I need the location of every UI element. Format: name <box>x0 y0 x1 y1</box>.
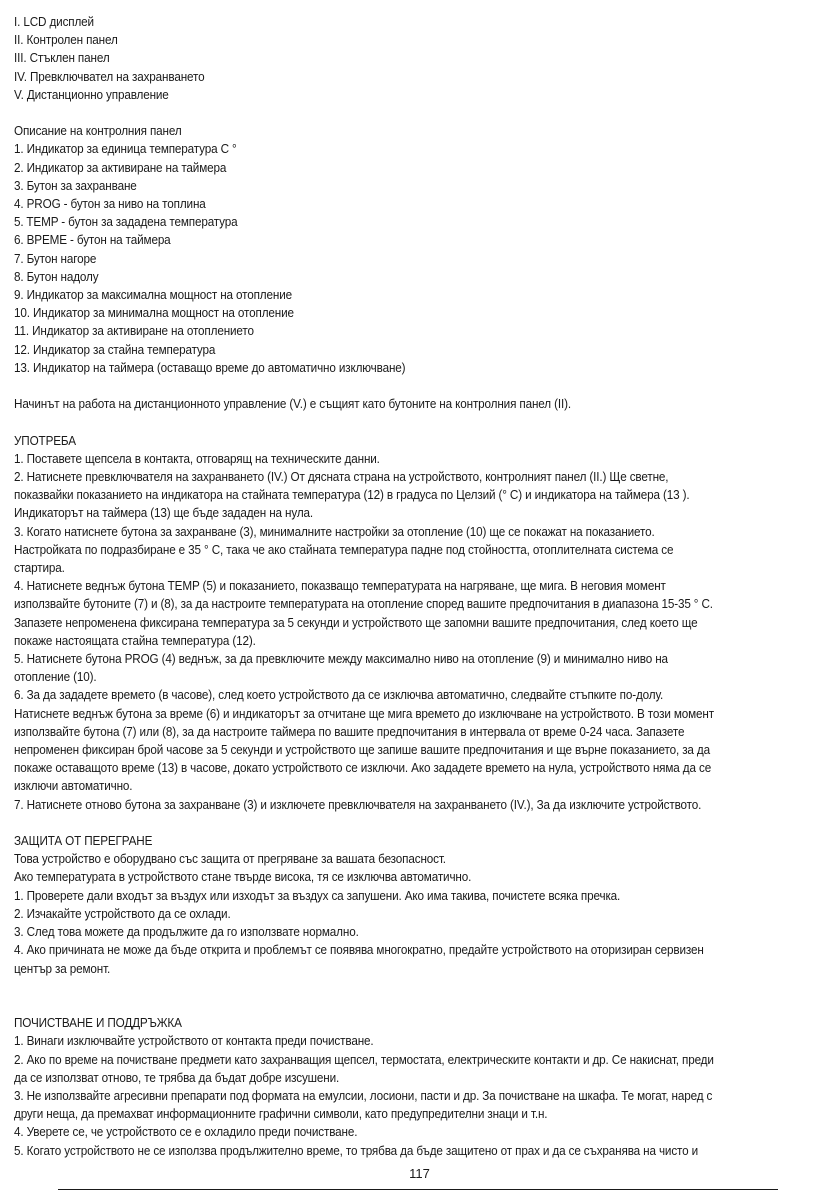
list-item: 13. Индикатор на таймера (оставащо време до автоматично изключване) <box>14 360 406 375</box>
text-line: 2. Ако по време на почистване предмети като захранващия щепсел, термостата, електрическите контакти и др. Се накиснат, преди <box>14 1052 714 1067</box>
cleaning-section <box>14 1014 829 1160</box>
list-item: 3. Бутон за захранване <box>14 178 137 193</box>
list-item: I. LCD дисплей <box>14 15 94 29</box>
text-line: 6. За да зададете времето (в часове), след което устройството да се изключва автоматично, следвайте стъпките по-долу. <box>14 688 664 703</box>
list-item: 10. Индикатор за минимална мощност на отопление <box>14 306 294 321</box>
list-item: 12. Индикатор за стайна температура <box>14 342 216 357</box>
usage-section <box>14 432 829 814</box>
footer-divider <box>58 1189 778 1190</box>
text-line: покаже настоящата стайна температура (12). <box>14 633 256 648</box>
text-line: Настройката по подразбиране е 35 ° C, така че ако стайната температура падне под стойността, отоплителната система се <box>14 542 674 557</box>
section-heading: Описание на контролния панел <box>14 124 182 139</box>
text-line: 4. Уверете се, че устройството се е охладило преди почистване. <box>14 1125 358 1140</box>
text-line: 2. Изчакайте устройството да се охлади. <box>14 906 231 921</box>
text-line: Запазете непроменена фиксирана температура за 5 секунди и устройството ще запомни вашите предпочитания, след което ще <box>14 615 698 630</box>
list-item: 5. TEMP - бутон за зададена температура <box>14 215 238 230</box>
list-item: IV. Превключвател на захранването <box>14 69 205 84</box>
list-item: 7. Бутон нагоре <box>14 251 97 266</box>
text-line: Това устройство е оборудвано със защита от прегряване за вашата безопасност. <box>14 852 446 867</box>
text-line: стартира. <box>14 561 65 576</box>
text-line: 1. Поставете щепсела в контакта, отговарящ на техническите данни. <box>14 451 380 466</box>
text-line: използвайте бутоните (7) и (8), за да настроите температурата на отопление според вашите предпочитания в диапазона 15-35 ° C. <box>14 597 713 612</box>
list-item: 8. Бутон надолу <box>14 269 99 284</box>
text-line: непроменен фиксиран брой часове за 5 секунди и устройството ще запише вашите предпочитания и ще върне показанието, за да <box>14 743 710 758</box>
list-item: 2. Индикатор за активиране на таймера <box>14 160 227 175</box>
list-item: 11. Индикатор за активиране на отоплението <box>14 324 254 339</box>
list-item: V. Дистанционно управление <box>14 87 169 102</box>
text-line: 1. Винаги изключвайте устройството от контакта преди почистване. <box>14 1034 374 1049</box>
text-line: използвайте бутона (7) или (8), за да настроите таймера по вашите предпочитания в интервала от време 0-24 часа. Запазете <box>14 724 685 739</box>
overheat-section <box>14 832 829 978</box>
text-line: други неща, да премахват информационните графични символи, като предупредителни знаци и т.н. <box>14 1107 548 1122</box>
text-line: покаже оставащото време (13) в часове, докато устройството се изключи. Ако зададете времето на нула, устройството няма да се <box>14 761 712 776</box>
text-line: 5. Когато устройството не се използва продължително време, то трябва да бъде защитено от прах и да се съхранява на чисто и <box>14 1143 699 1158</box>
text-line: 2. Натиснете превключвателя на захранването (IV.) От дясната страна на устройството, контролният панел (II.) Ще светне, <box>14 470 669 485</box>
text-line: Натиснете веднъж бутона за време (6) и индикаторът за отчитане ще мига времето до изключване на устройството. В този момент <box>14 706 714 721</box>
text-line: 4. Ако причината не може да бъде открита и проблемът се появява многократно, предайте устройството на оторизиран сервизен <box>14 943 704 958</box>
list-item: 6. ВРЕМЕ - бутон на таймера <box>14 233 171 248</box>
text-line: 5. Натиснете бутона PROG (4) веднъж, за да превключите между максимално ниво на отопление (9) и минимално ниво на <box>14 652 668 667</box>
list-item: II. Контролен панел <box>14 33 118 48</box>
manual-page <box>14 13 829 1160</box>
text-line: център за ремонт. <box>14 961 111 976</box>
text-line: отопление (10). <box>14 670 97 685</box>
text-line: 3. Когато натиснете бутона за захранване (3), минималните настройки за отопление (10) ще се покажат на показанието. <box>14 524 655 539</box>
section-heading: УПОТРЕБА <box>14 433 76 448</box>
text-line: Ако температурата в устройството стане твърде висока, тя се изключва автоматично. <box>14 870 472 885</box>
page-number: 117 <box>409 1166 430 1181</box>
list-item: 1. Индикатор за единица температура C ° <box>14 142 237 157</box>
text-line: 4. Натиснете веднъж бутона TEMP (5) и показанието, показващо температурата на нагряване, ще мига. В неговия момент <box>14 579 666 594</box>
list-item: III. Стъклен панел <box>14 51 110 66</box>
text-line: показвайки показанието на индикатора на стайната температура (12) в градуса по Целзий (° C) и индикатора на таймера (13 ). <box>14 488 690 503</box>
section-heading: ЗАЩИТА ОТ ПЕРЕГРАНЕ <box>14 834 153 849</box>
section-heading: ПОЧИСТВАНЕ И ПОДДРЪЖКА <box>14 1016 182 1031</box>
text-line: 3. Не използвайте агресивни препарати под формата на емулсии, лосиони, пасти и др. За почистване на шкафа. Те могат, наред с <box>14 1088 713 1103</box>
components-list <box>14 13 829 104</box>
text-line: изключи автоматично. <box>14 779 133 794</box>
remote-note: Начинът на работа на дистанционното управление (V.) е същият като бутоните на контролния панел (II). <box>14 397 571 412</box>
text-line: Индикаторът на таймера (13) ще бъде зададен на нула. <box>14 506 314 521</box>
control-panel-section <box>14 122 829 377</box>
text-line: 3. След това можете да продължите да го използвате нормално. <box>14 925 359 940</box>
text-line: 1. Проверете дали входът за въздух или изходът за въздух са запушени. Ако има такива, почистете всяка пречка. <box>14 888 621 903</box>
list-item: 4. PROG - бутон за ниво на топлина <box>14 197 206 212</box>
text-line: 7. Натиснете отново бутона за захранване (3) и изключете превключвателя на захранването (IV.), За да изключите устройството. <box>14 797 702 812</box>
text-line: да се използват отново, те трябва да бъдат добре изсушени. <box>14 1070 340 1085</box>
list-item: 9. Индикатор за максимална мощност на отопление <box>14 288 292 303</box>
